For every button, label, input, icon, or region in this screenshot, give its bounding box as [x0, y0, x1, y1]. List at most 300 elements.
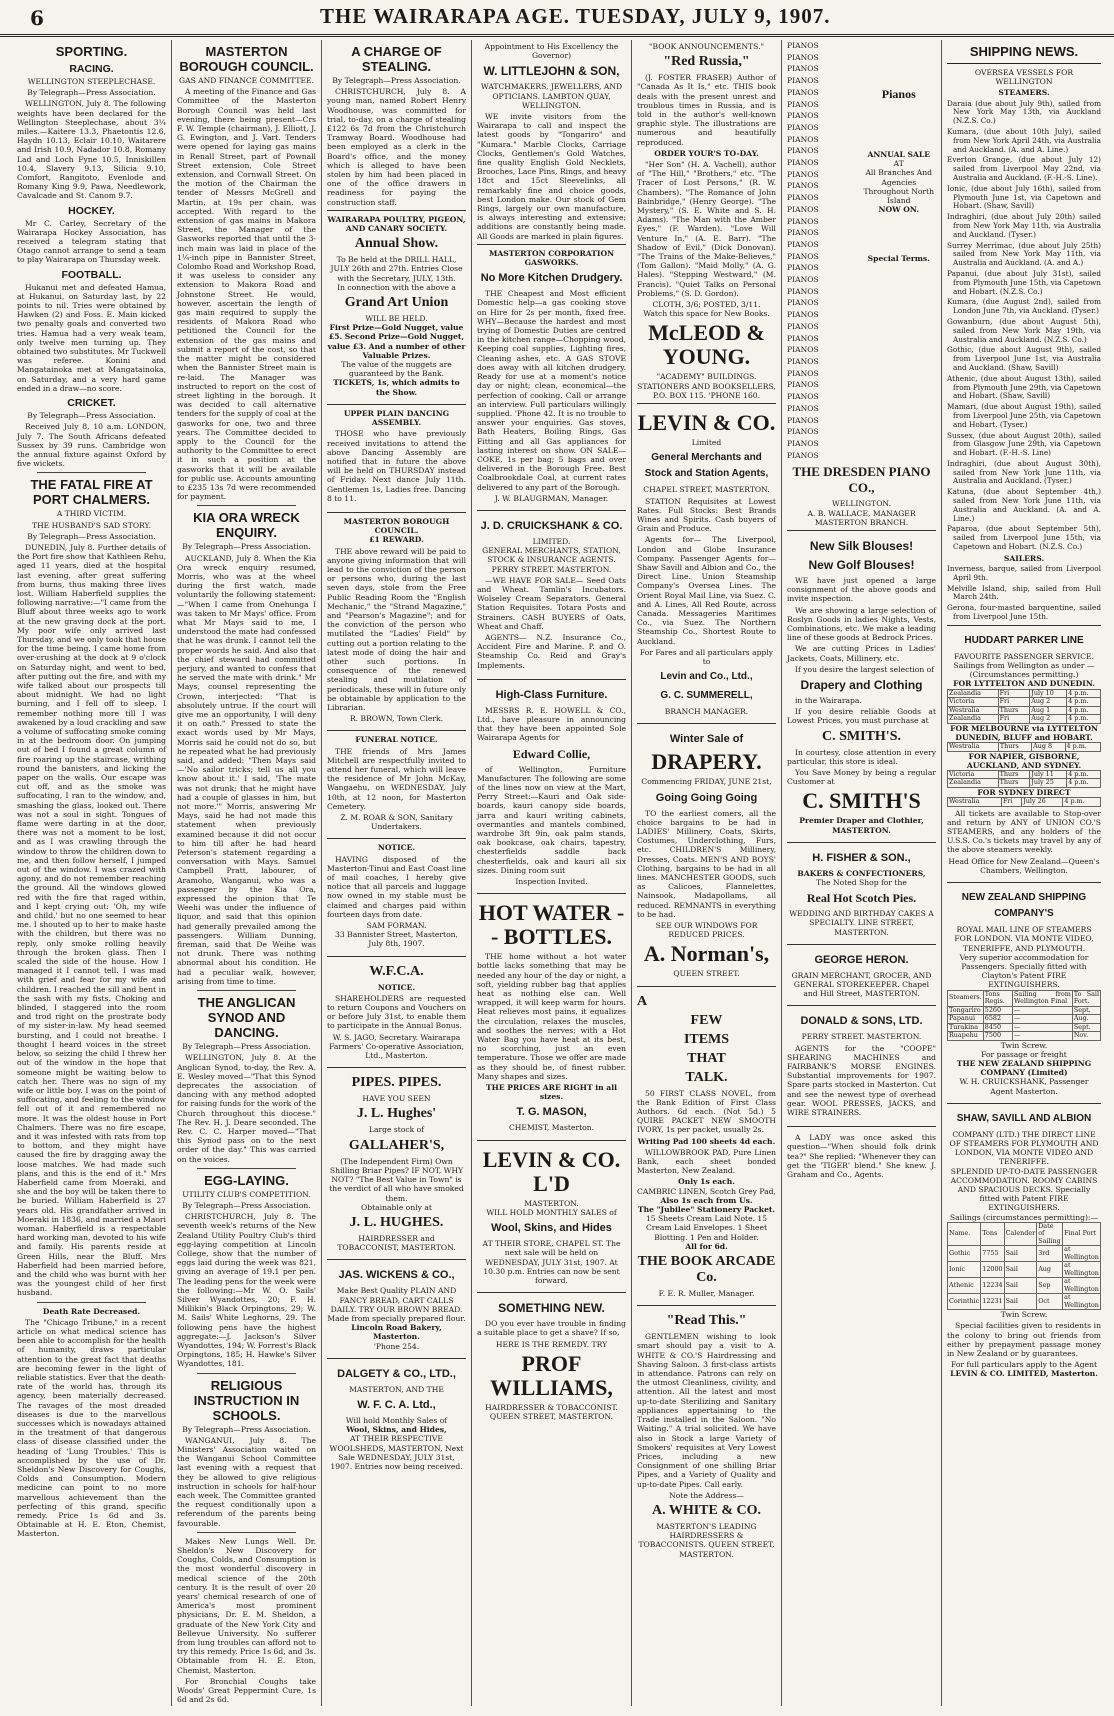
table-cell: Westralia [948, 706, 999, 715]
headline: MASTERTON BOROUGH COUNCIL. [179, 44, 314, 74]
ship-entry: Sussex, (due about August 20th), sailed from Glasgow June 29th, via Capetown and Hobart. (F.-H.-S. Line) [947, 430, 1101, 458]
ad-text: Only 1s each. [678, 1177, 735, 1187]
table-cell: Tons [981, 1222, 1004, 1246]
ad-title: DONALD & SONS, LTD. [800, 1015, 923, 1028]
ad-title: ITEMS [683, 1031, 730, 1047]
sailing-table [947, 689, 1101, 724]
ad-text: All tickets are available to Stop-over and return by ANY of UNION CO.'S STEAMERS, and any holders of the U.S.S. Co.'s tickets may travel by any of the above steamers weekly. [947, 808, 1101, 855]
pianos-line: PIANOS [787, 204, 819, 214]
byline: By Telegraph—Press Association. [27, 88, 156, 98]
masthead [0, 0, 1114, 37]
ad-text: CHEMIST, Masterton. [508, 1123, 595, 1133]
ad-title: THE DRESDEN PIANO CO., [792, 464, 931, 496]
column-7 [942, 40, 1106, 1706]
article-text: A meeting of the Finance and Gas Committee of the Masterton Borough Council was held last evening, there being present—Crs F. W. Temple (chairman), J. Elliott, J. G. Ewington, and J. Vart. Tenders were opened for laying gas mains in Renall Street, part of Pownall Street extension, Cole Street extension, and Cornwall Street. On the motion of the Chairman the tender of Messrs McGrell and Martin, at 19s per chain, was accepted. With regard to the extension of gas mains in Makora Street, the Manager of the Gasworks reported that until the 3-inch main was laid in place of the 1¼-inch pipe in Bannister Street, Colombo Road and Workshop Road, it was useless to consider any extension to Makora Road and Johnstone Street. He would, however, ascertain the length of gas main required to supply the residents of Makora Road who petitioned the Council for the extension of the gas mains and submit a report of the cost, so that the matter might be considered when the Bannister Street main is re-laid. The Manager was instructed to report on the cost of street lighting in the borough. It was decided to call alternative tenders for the supply of coal at the gasworks for one, two and three years. The Committee decided to apply to the Council for the authority to the Committee to erect it in such a position at the gasworks that it will be available for public use. Accounts amounting to £235 13s 7d were recommended for payment. [177, 87, 316, 502]
table-row [948, 1222, 1101, 1246]
ad-text: 15 Sheets Cream Laid Note. 15 Cream Laid Envelopes. 1 Sheet Blotting. 1 Pen and Holder. [645, 1214, 768, 1242]
advertisement [637, 403, 776, 720]
table-row [948, 743, 1101, 752]
ad-text: HAIRDRESSER & TOBACCONIST. QUEEN STREET, MASTERTON. [485, 1402, 618, 1421]
ad-title: W. LITTLEJOHN & SON, [483, 64, 620, 79]
ad-title: Pianos [881, 87, 916, 101]
ad-text: Large stock of [368, 1125, 425, 1135]
column-2 [172, 40, 322, 1706]
pianos-line: PIANOS [787, 438, 819, 448]
ad-text: If you desire reliable Goods at Lowest Prices, you must purchase at [787, 707, 936, 726]
ad-text: AT THEIR STORE, CHAPEL ST. The next sale will be held on WEDNESDAY, JULY 31st, 1907. At 10.30 p.m. Entries can now be sent forward. [482, 1239, 621, 1285]
article-text: The "Chicago Tribune," in a recent article on what medical science has been able to accomplish for the health of humanity, draws particular attention to the great fact that deaths are becoming fewer in the light of reliable statistics. Ever that the death-rate of the world has, through its agency, been materially decreased. The ravages of the most dreaded diseases is due to the marvellous successes which is nowadays attained in the treatment of that dangerous class of disease classified under the heading of 'Lung Troubles.' This is accomplished by the use of Dr. Sheldon's New Discovery for Coughs, Colds and Consumption. Modern medicine can point to no more marvellous achievement than the perfecting of this grand, specific remedy. Price 1s 6d and 3s. Obtainable at H. E. Eton, Chemist, Masterton. [17, 1317, 166, 1539]
pianos-line: PIANOS [787, 216, 819, 226]
pianos-line: PIANOS [787, 64, 819, 74]
article-text: CHRISTCHURCH, July 8. A young man, named Robert Henry Woodhouse, was committed for trial, to-day, on a charge of stealing £122 6s 7d from the Christchurch Tramway Board. Woodhouse had been employed as a clerk in the Board's office, and the money which is alleged to have been stolen by him had been placed in one of the office drawers in readiness for paying the construction staff. [327, 87, 466, 207]
advertisement [327, 838, 466, 952]
byline: By Telegraph—Press Association. [27, 531, 156, 541]
pianos-line: PIANOS [787, 193, 819, 203]
ad-text: NOW ON. [878, 205, 919, 215]
ad-text: "Her Son" (H. A. Vachell), author of "The Hill," "Brothers," etc. "The Tracer of Lost Persons," (R. W. Chambers). "The Romance of John Bainbridge," (Henry George). "The Mystery," (S. E. White and S. H. Adams). "The Man with the Amber Eyes," (F. Warden). "Love Will Venture In," (A. E. Barr). "The Shadow of Evil," (Dick Donovan). "The Trains of the Make-Believes," (Tom Gallon). "Maid Molly," (A. G. Hales). "Stepping Westward," (M. Francis). "Quiet Talks on Personal Problems," (S. D. Gordon). [637, 160, 776, 298]
table-cell: Tongariro [948, 1006, 984, 1015]
ad-title: General Merchants and Stock and Station Agents, [644, 452, 769, 480]
table-row [948, 1246, 1101, 1262]
ad-text: Will hold Monthly Sales of [345, 1415, 448, 1425]
ad-text: QUEEN STREET. [673, 969, 740, 979]
ad-text: In connection with the above a [337, 282, 456, 292]
route-heading: FOR SYDNEY DIRECT [977, 787, 1071, 797]
table-cell: 8450 [983, 1023, 1012, 1032]
ad-text: WELLINGTON. [831, 499, 891, 509]
nzsc-table [947, 990, 1101, 1041]
ad-text: 50 FIRST CLASS NOVEL, from the Bank Edition of First Class Authors. 6d each. (Not 5d.) 5 QUIRE PACKET NEW SMOOTH IVORY, 1s per packet, usually 2s. [637, 1088, 776, 1135]
ad-text: Twin Screw. [1000, 1040, 1048, 1050]
ad-text: We are cutting Prices in Ladies' Jackets, Coats, Millinery, etc. [787, 644, 936, 663]
pianos-line: PIANOS [787, 427, 819, 437]
ad-text: You Save Money by being a regular Customer at [787, 767, 936, 787]
pianos-line: PIANOS [787, 99, 819, 109]
subheading: SAILERS. [1003, 553, 1045, 563]
table-cell: Aug 2 [1030, 715, 1067, 724]
ad-text: THE Cheapest and Most efficient Domestic help—a gas cooking stove on Hire for 2s per month, fixed free. WHY—Because the hardest and most trying of Domestic Duties are centred in the kitchen range—Chopping wood, Keeping coal supplies, Lighting fires, Cleaning ashes, etc. A GAS STOVE does away with all kitchen drudgery. Ready for use at a moment's notice day or night; clean, economical—the perfection of cooking. Call or arrange an interview. Full particulars willingly supplied. 'Phone 42. It is no trouble to answer your enquiries. Gas stoves, Bath Heaters, Boiling Rings, Gas Fitting and all Gas appliances for lasting interest on show. ON SALE—COKE, 1s per bag; 5 bags and over delivered in the Borough Free. Best Coalbrookdale Coal, at current rates delivered to any part of the Borough. [477, 289, 626, 492]
advertisement [477, 1292, 626, 1425]
ad-title: Grand Art Union [344, 295, 449, 311]
ad-text: (J. FOSTER FRASER) Author of "Canada As It Is," etc. THIS book deals with the present unrest and troublous times in Russia, and is told in the author's well-known graphic style. The illustrations are numerous and beautifully reproduced. [637, 73, 776, 147]
ad-text: MASTERTON, AND THE [349, 1384, 444, 1394]
table-cell: 7500 [983, 1032, 1012, 1041]
ad-title: G. C. SUMMERELL, [660, 690, 753, 702]
article-text: Makes New Lungs Well. Dr. Sheldon's New Discovery for Coughs, Colds, and Consumption is the most wonderful discovery in medical science of the 20th century. It is the result of over 20 years' chemical research of one of America's most prominent physicians, Dr. E. M. Sheldon, a graduate of the New York City and Bellevue University. No sufferer from lung troubles can afford not to try this remedy. Price 1s 6d, and 3s. Obtainable from H. E. Eton, Chemist, Masterton. [177, 1536, 316, 1675]
divider [197, 990, 296, 991]
ad-text: AT THEIR RESPECTIVE WOOLSHEDS, MASTERTON, Next Sale WEDNESDAY, JULY 31st, 1907. Entries now being received. [329, 1434, 464, 1471]
ad-title: PIPES. PIPES. [351, 1075, 442, 1091]
ad-text: in the Wairarapa. [795, 695, 862, 705]
table-cell: 4 p.m. [1065, 743, 1101, 752]
ad-title: New Silk Blouses! [809, 538, 914, 553]
article-text: Mr C. Carley, Secretary of the Wairarapa Hockey Association, has received a telegram stating that Otago cannot arrange to send a team to play Wairarapa on Thursday week. [17, 218, 166, 265]
column-6 [782, 40, 942, 1706]
ad-text: THOSE who have previously received invitations to attend the above Dancing Assembly are notified that in future the above will be held on THURSDAY instead of Friday. Next dance July 11th. Gentlemen 1s, Ladies free. Dancing 8 to 11. [327, 429, 466, 503]
ad-text: Limited [691, 438, 722, 448]
ship-entry: Daraia (due about July 9th), sailed from New York May 13th, via Auckland (N.Z.S. Co.) [947, 98, 1101, 126]
divider [197, 1532, 296, 1533]
table-cell: Sail [1004, 1246, 1037, 1262]
ship-entry: Gowanburn, (due about August 5th), sailed from New York May 19th, via Australia and Auckland. (N.Z.S. Co.) [947, 316, 1101, 344]
advertisement [327, 730, 466, 835]
advertisement [787, 1126, 936, 1185]
ad-title: GEORGE HERON. [814, 953, 909, 966]
table-cell: Victoria [948, 698, 999, 707]
ad-text: HERE IS THE REMEDY. TRY [495, 1339, 608, 1349]
ship-entry: Ionic, (due about July 16th), sailed from Plymouth June 1st, via Capetown and Hobart. (Shaw, Savill) [947, 183, 1101, 211]
table-cell: Fri [1001, 798, 1021, 807]
ad-title: Going Going Going [655, 791, 758, 804]
table-cell: at Wellington [1064, 1261, 1099, 1277]
table-cell: Calender [1004, 1222, 1037, 1246]
pianos-line: PIANOS [787, 380, 819, 390]
pianos-list-left [787, 40, 862, 461]
ad-text: HAIRDRESSER and TOBACCONIST, MASTERTON. [337, 1233, 456, 1253]
pianos-line: PIANOS [787, 111, 819, 121]
ad-title: Annual Show. [354, 236, 439, 252]
subheading: UTILITY CLUB'S COMPETITION. [182, 1189, 311, 1199]
table-cell: at Wellington [1064, 1277, 1099, 1293]
ad-title: H. FISHER & SON., [812, 851, 911, 864]
ad-text: SHAREHOLDERS are requested to return Coupons and Vouchers on or before July 31st, to enable them to participate in the Annual Bonus. [327, 993, 466, 1031]
ad-text: SPLENDID UP-TO-DATE PASSENGER ACCOMMODATION. ROOMY CABINS AND SPACIOUS DECKS. Specially fitted with Patent FIRE EXTINGUISHERS. [950, 1166, 1098, 1213]
pianos-line: PIANOS [787, 87, 819, 97]
headline: A CHARGE OF STEALING. [351, 44, 442, 74]
subheading: A THIRD VICTIM. [56, 509, 127, 519]
article-text: CHRISTCHURCH, July 8. The seventh week's returns of the New Zealand Utility Poultry Club's third egg-laying competition at Lincoln College, show that the number of eggs laid during the week was 821, giving an average of 19.1 per pen. The leading pens for the week were the following:—Mr W. O. Sails' Silver Wyandottes, 20; F. H. Millikin's Black Orpingtons, 29; W. M. Sails' White Leghorns, 29. The following pens have the highest aggregate:—J. Jackson's Silver Wyandottes, 194; W. Forrest's Black Orpingtons, 185; H. Hawke's Silver Wyandottes, 181. [177, 1212, 316, 1369]
column-4 [472, 40, 632, 1706]
advertisement [327, 1358, 466, 1475]
ad-signature: SAM FORMAN. [366, 921, 427, 931]
ad-text: WE have just opened a large consignment of the above goods and invite inspection. [787, 575, 936, 604]
ad-title: McLEOD & YOUNG. [648, 320, 765, 370]
ad-text: BRANCH MANAGER. [664, 707, 749, 717]
ad-signature: R. BROWN, Town Clerk. [349, 714, 444, 724]
table-cell: Zealandia [948, 689, 999, 698]
newspaper-title: THE WAIRARAPA AGE. TUESDAY, JULY 9, 1907. [320, 4, 831, 28]
ad-heading: NOTICE. [377, 843, 416, 853]
ad-heading: £1 REWARD. [369, 535, 424, 545]
ad-text: PERRY STREET. MASTERTON. [491, 564, 612, 574]
ad-text: THE home without a hot water bottle lacks something that may be needed any hour of the day or night, a soft, yielding rubber bag that applies heat as nothing else can. Well wrapped, it will keep warm for hours. Heat relieves most pains, it equalizes the circulation, relaxes the muscles, and soothes the nerves; with a Hot Water Bag you have heat at its best, no scorching, just an even temperature. Those we offer are made as they should be, of finest rubber. Many shapes and sizes. [477, 952, 626, 1081]
shaw-table [947, 1222, 1101, 1311]
ad-heading: WAIRARAPA POULTRY, PIGEON, AND CANARY SOCIETY. [327, 214, 466, 234]
headline: KIA ORA WRECK ENQUIRY. [193, 510, 300, 541]
ad-signature: Z. M. ROAR & SON, Sanitary Undertakers. [340, 813, 453, 832]
ad-text: BAKERS & CONFECTIONERS, [797, 868, 926, 878]
ad-text: Agents for— The Liverpool, London and Globe Insurance Company. Passenger Agents for— Shaw Savill and Albion and Co., the Direct Line. Union Steamship Company's Oversea Lines. The Orient Royal Mail Line, via Suez. C. and A. Lines, All Red Route, across Canada. Messageries Maritimes Co., via Suez. The Northern Steamship Co., Shortest Route to Auckland. [637, 535, 776, 646]
ad-heading: FUNERAL NOTICE. [355, 735, 438, 745]
headline: RELIGIOUS INSTRUCTION IN SCHOOLS. [193, 1377, 300, 1423]
ad-heading: UPPER PLAIN DANCING ASSEMBLY. [343, 408, 450, 428]
ad-title: SOMETHING NEW. [498, 1301, 605, 1316]
table-cell: Aug. [1072, 1015, 1100, 1024]
divider [947, 63, 1101, 64]
pianos-line: PIANOS [787, 333, 819, 343]
table-cell: Westralia [948, 798, 1002, 807]
ad-heading: MASTERTON CORPORATION GASWORKS. [488, 248, 615, 268]
ship-entry: Katuna, (due about September 4th,) sailed from New York June 11th, via Australia and Auckland. (A. and A. Line.) [947, 487, 1101, 523]
ad-text: We are showing a large selection of Roslyn Goods in ladies Nights, Vests, Combinations, etc. We make a leading line of these goods at Bedrock Prices. [787, 605, 936, 643]
ad-title: Levin and Co., Ltd., [660, 671, 753, 683]
byline: By Telegraph—Press Association. [332, 76, 461, 85]
table-cell: Ruapehu [948, 1032, 984, 1041]
ad-text: If you desire the largest selection of [795, 664, 935, 674]
table-cell: Final Port [1063, 1222, 1101, 1246]
pianos-line: PIANOS [787, 122, 819, 132]
ad-title: W. F. C. A. Ltd., [357, 1398, 436, 1411]
table-cell: Athenic [948, 1278, 981, 1294]
pianos-line: PIANOS [787, 52, 819, 62]
pianos-line: PIANOS [787, 76, 819, 86]
ad-title: TALK. [685, 1069, 728, 1085]
advertisement [477, 679, 626, 890]
table-cell: 7755 [981, 1246, 1004, 1262]
ad-title: SHAW, SAVILL AND ALBION [956, 1112, 1092, 1124]
ad-title: "Red Russia," [663, 54, 750, 70]
ship-entry: Paparoa, (due about September 5th), sailed from Liverpool June 15th, via Capetown and Hobart. (N.Z.S. Co.) [947, 524, 1101, 552]
pianos-line: PIANOS [787, 403, 819, 413]
pianos-line: PIANOS [787, 450, 819, 460]
table-cell: — [1013, 1015, 1073, 1024]
ad-text: Very superior accommodation for Passengers. Specially fitted with Clayton's Patent FIRE EXTINGUISHERS. [959, 952, 1089, 990]
article-text: AUCKLAND, July 8. When the Kia Ora wreck enquiry resumed, Morris, who was at the wheel during the first watch, made voluntarily the following statement:—"When I came from Onehunga I was taken to Mr Mays' office. From what Mr Mays said to me, I understood the mate had confessed that he was drunk. I cannot tell the proper words he said. And also that the chief steward had committed perjury, and wanted to confess that he served the mate with drink." Mr Mays, counsel representing the Crown, interjected: "That is absolutely untrue. If the court will give me an opportunity, I will deny it on oath." Pressed to state the exact words used by Mr Mays, Morris said he could not do so, but he repeated what he had previously said, and added: "Then Mays said—'No sailor tricks; tell us all you know about it.' I said, 'The mate was not drunk; that he might have had a couple of glasses in him, but not more.'" Morris, answering Mr Mays, said he had not made this statement when previously examined because it did not occur to him till after he had heard Peterson's statement regarding a conversation with Mays. Samuel Campbell Pratt, labourer, of Aramoho, Wanganui, who was a passenger by the Kia Ora, expressed the opinion that Te Weehi was under the influence of liquor, and said that this opinion had generally prevailed among the passengers. William Dunning, fireman, said that De Weihe was not drunk. There was nothing abnormal about his condition. He had a peculiar walk, however, arising from time to time. [177, 553, 316, 986]
subheading: CRICKET. [67, 397, 116, 410]
ad-text: LIMITED. [532, 536, 571, 546]
ad-text: The Noted Shop for the [816, 877, 907, 887]
pianos-line: PIANOS [787, 228, 819, 238]
ad-text: MASTERTON'S LEADING HAIRDRESSERS & TOBACCONISTS. QUEEN STREET, MASTERTON. [638, 1521, 775, 1559]
ad-text: WILLOWBROOK PAD, Pure Linen Bank, each sheet bonded Masterton, New Zealand. [637, 1147, 776, 1176]
article-text: Hukanui met and defeated Hamua, at Hukanui, on Saturday last, by 22 points to nil. Tries were obtained by Hawken (2) and Foss. E. Main kicked two penalty goals and converted two tries. Hamua had a very weak team, only twelve men turning up. They obtained two substitutes. Mr Tuckwell was referee. Konini and Mangatainoka met at Mangatainoka, on Saturday, and a very hard game ended in a draw—no score. [17, 282, 166, 393]
ad-title: FEW [690, 1012, 723, 1028]
ad-text: Twin Screw. [1000, 1310, 1048, 1320]
advertisement [327, 404, 466, 509]
ad-text: For Fares and all particulars apply to [639, 647, 774, 666]
ad-text: COMPANY (LTD.) THE DIRECT LINE OF STEAMERS FOR PLYMOUTH AND LONDON, VIA MONTE VIDEO AND TENERIFFE. [949, 1129, 1099, 1167]
table-cell: 4 p.m. [1067, 689, 1101, 698]
advertisement [947, 882, 1101, 1100]
table-cell: Nov. [1072, 1032, 1100, 1041]
table-cell: — [1013, 1032, 1073, 1041]
table-cell: 5260 [983, 1006, 1012, 1015]
route-heading: FOR MELBOURNE via LYTTELTON DUNEDIN, BLUFF and HOBART. [950, 723, 1098, 742]
column-3 [322, 40, 472, 1706]
ad-title: DALGETY & CO., LTD., [337, 1367, 456, 1380]
table-cell: Fri [998, 715, 1030, 724]
divider [197, 505, 296, 506]
ship-entry: Kumara, (due August 2nd), sailed from London June 7th, via Auckland. (Tyser.) [947, 297, 1101, 316]
advertisement [787, 842, 936, 941]
ad-text: W. H. CRUICKSHANK, Passenger Agent Masterton. [959, 1077, 1089, 1096]
ad-text: All Branches And Agencies Throughout North Island [863, 168, 935, 206]
table-row [948, 990, 1101, 1006]
ad-text: The value of the nuggets are guaranteed by the Bank. [341, 360, 452, 379]
ad-title: A. Norman's, [643, 941, 770, 967]
ad-text: ORDER YOUR'S TO-DAY. [654, 148, 759, 158]
table-row [948, 798, 1101, 807]
table-cell: Sep [1037, 1278, 1063, 1294]
subheading: HOCKEY. [68, 204, 115, 217]
table-cell: Sailing from Wellington Final [1014, 989, 1071, 1006]
ad-text: of Wellington, Furniture Manufacturer. The following are some of the lines now on view at the Mart, Perry Street:—Kauri and Oak side-boards, kauri canopy side boards, jarra and kauri writing cabinets, overmantles and mantels combined, wardrobe 3ft 9in, oak palm stands, oak bookcase, oak chairs, tapestry, chesterfields saddle back chesterfields, oak and kauri all six sizes. Dining room suit [477, 764, 626, 875]
table-cell: Sept. [1072, 1006, 1100, 1015]
table-cell: 12000 [981, 1262, 1004, 1278]
ship-entry: Athenic, (due about August 13th), sailed from Plymouth June 29th, via Capetown and Hobart. (Shaw, Savill) [947, 373, 1101, 401]
ad-text: 'Phone 254. [373, 1341, 420, 1351]
sailing-table [947, 797, 1101, 807]
ad-text: First Prize—Gold Nugget, value £5. Second Prize—Gold Nugget, value £3. And a number of other Valuable Prizes. [327, 323, 466, 360]
ad-text: GENERAL MERCHANTS, STATION, STOCK & INSURANCE AGENTS. [482, 546, 621, 565]
table-cell: Sail [1004, 1278, 1037, 1294]
pianos-line: PIANOS [787, 169, 819, 179]
ad-text: AGENTS for the "COOPE" SHEARING MACHINES and FAIRBANK'S MORSE ENGINES. Substantial improvements for 1907. Spare parts stocked in Masterton. Cut and see the newest type of overhead gear. WOOL PRESSES, JACKS, and WIRE STRAINERS. [787, 1043, 936, 1118]
ad-text: Obtainable only at [361, 1202, 432, 1212]
pianos-center [862, 40, 937, 461]
pianos-line: PIANOS [787, 275, 819, 285]
advertisement [947, 625, 1101, 879]
ad-title: THE BOOK ARCADE Co. [637, 1254, 776, 1286]
table-row [948, 1032, 1101, 1041]
ad-text: ANNUAL SALE [867, 150, 931, 159]
ad-text: SEE OUR WINDOWS FOR REDUCED PRICES. [655, 921, 758, 940]
route-heading: FOR LYTTELTON AND DUNEDIN. [953, 679, 1095, 689]
subheading: WELLINGTON STEEPLECHASE. [27, 77, 156, 86]
page-number: 6 [30, 6, 44, 30]
ad-heading: MASTERTON BOROUGH COUNCIL. [343, 516, 450, 536]
ad-text: THE above reward will be paid to anyone giving information that will lead to the conviction of the person or persons who, during the last seven days, stole from the Free Public Reading Room the "English Mechanic," the "Strand Magazine," and "Pearson's Magazine"; and for the conviction of the person who mutilated the "Ladies' Field" by cutting out a portion relating to the latest mode of doing the hair and other such portions. In consequence of the renewed stealing and mutilation of periodicals, these will in future only be obtainable by application to the Librarian. [327, 546, 466, 712]
table-cell: Oct [1037, 1294, 1063, 1310]
sailing-table [947, 770, 1101, 788]
ship-entry: Gerona, four-masted barquentine, sailed from Liverpool June 15th. [947, 603, 1101, 622]
table-cell: Turakina [948, 1023, 984, 1032]
advertisement [327, 210, 466, 401]
table-cell: Aug [1037, 1262, 1063, 1278]
advertisement [477, 893, 626, 1136]
ad-title: Edward Collie, [512, 746, 591, 761]
ad-text: DO you ever have trouble in finding a suitable place to get a shave? If so, [477, 1319, 626, 1338]
ad-title: T. G. MASON, [516, 1106, 587, 1119]
ad-text: THE NEW ZEALAND SHIPPING COMPANY (Limited) [956, 1058, 1092, 1078]
advertisement [477, 1140, 626, 1289]
headline: THE FATAL FIRE AT PORT CHALMERS. [30, 477, 153, 508]
ship-entry: Melville Island, ship, sailed from Hull March 24th. [947, 583, 1101, 602]
ad-title: J. L. HUGHES. [349, 1214, 444, 1230]
advertisement [327, 1067, 466, 1256]
pianos-line: PIANOS [787, 251, 819, 261]
table-cell: Thurs [998, 706, 1030, 715]
pianos-line: PIANOS [787, 263, 819, 273]
subheading: FOOTBALL. [61, 268, 122, 281]
subheading: THE HUSBAND'S SAD STORY. [32, 520, 151, 530]
ad-text: AT [893, 159, 904, 169]
ad-text: WATCHMAKERS, JEWELLERS, AND OPTICIANS. LAMBTON QUAY, WELLINGTON. [480, 82, 623, 110]
ship-entry: Papanui, (due about July 31st), sailed from Plymouth June 15th, via Capetown and Hobart. (N.Z.S. Co.) [947, 268, 1101, 296]
pianos-line: PIANOS [787, 146, 819, 156]
advertisement [477, 244, 626, 507]
ad-text: F. E. R. Muller, Manager. [658, 1289, 755, 1299]
table-cell: Aug 8 [1032, 743, 1065, 752]
pianos-line: PIANOS [787, 356, 819, 366]
headline: THE ANGLICAN SYNOD AND DANCING. [197, 995, 296, 1041]
ad-title: HOT WATER - - BOTTLES. [478, 900, 625, 950]
table-cell: Papanui [948, 1015, 984, 1024]
ad-text: A. B. WALLACE, MANAGER MASTERTON BRANCH. [807, 508, 916, 527]
advertisement [787, 944, 936, 1003]
ad-text: Appointment to His Excellency the Governor) [484, 42, 619, 61]
table-cell: Thurs [998, 770, 1030, 779]
ad-text: In courtesy, close attention in every particular, this store is ideal. [787, 747, 936, 766]
ad-text: PERRY STREET. MASTERTON. [801, 1032, 922, 1042]
table-cell: 4 p.m. [1067, 706, 1101, 715]
ad-text: WILL BE HELD. [365, 314, 428, 324]
table-cell: 4 p.m. [1067, 770, 1101, 779]
article-text: DUNEDIN, July 8. Further details of the Port fire show that Kathleen Rehu, aged 11 years, died at the hospital last evening, after great suffering from burns, thus making three lives lost. William Haberfield supplies the following narrative:—"I came from the Bluff about three weeks ago to work at the new graving dock at the port. My poor wife only arrived last Thursday, and we only took that house for the time being. I came home from over-crushing at the dock at 9 o'clock on Saturday night, and went to bed, after putting out the fire, and with my wife talked about our prospects till about midnight. We had no light burning, and I fell off to sleep. I remember nothing more till I was awakened by a loud crackling and saw a volume of suffocating smoke coming in at the bedroom door. On jumping out of bed I found a great column of fire roaring up the staircase, writhing round the banisters, and licking the paper on the walls. Our escape was cut off, and as the smoke was suffocating, I ran to the window, and, smashing the glass, looked out. There was not a soul in sight. Tongues of flame were darting in at the door, there was not a moment to be lost, and as I was crawling through the window to throw the children down to me, and then follow herself, I jumped out of the window. I was crazed with agony, and do not remember reaching the ground. All the windows glowed red with the fire that raged within, and I kept crying out: 'Oh, my wife and child,' but no one seemed to hear me. I shouted up to her to make haste with the children, but there was no reply, only smoke rolling heavily through the broken glass. Then I scaled the side of the house. How I managed it I cannot tell. I was mad with grief and fear for my wife and children. I reached the sill and bent in the sash with my fists. Choking and blinded, I staggered into the room and trod right on the prostrate body of my sister-in-law. My head seemed bursting, and I could not breathe. I thought I heard voices in the street below, so seizing the child I threw her out of the window in the hope that someone might be waiting below to catch her. There was no sign of my wife or little boy. I was on the point of suffocating, and feeling to the window fell out of it and remembered no more. It was the oldest house in Port Chalmers. There was no fire escape, and it was infested with rats from top to bottom, and they might have caused the fire by dragging away the loose matches. We had made such plans, and this is the end of it." Mrs Haberfield came from Moeraki, and she and the boy will be taken there to be buried. William Haberfield is 27 years old. His grandfather arrived in Moeraki in 1836, and married a Maori woman. Haberfield is a respectable hard working man, devoted to his wife and family. His parents reside at Green Hills, near the Bluff. Mrs Haberfield had been married before, and the child who was burnt with her was the youngest child of her first husband. [17, 542, 166, 1298]
table-cell: Fri [998, 698, 1030, 707]
table-cell: Zealandia [948, 779, 999, 788]
advertisement [787, 1005, 936, 1123]
ad-text: AGENTS— N.Z. Insurance Co., Accident Fire and Marine. P. and O. Steamship Co. Reid and Gray's Implements. [477, 632, 626, 670]
pianos-line: PIANOS [787, 321, 819, 331]
table-row [948, 1262, 1101, 1278]
divider [197, 1168, 296, 1169]
pianos-line: PIANOS [787, 134, 819, 144]
table-cell: 6582 [983, 1015, 1012, 1024]
ad-text: CAMBRIC LINEN, Scotch Grey Pad, [637, 1186, 776, 1196]
table-row [948, 1015, 1101, 1024]
ad-title: GALLAHER'S, [348, 1137, 445, 1153]
table-cell: Aug 2 [1030, 698, 1067, 707]
table-cell: July 10 [1030, 689, 1067, 698]
table-cell: 3rd [1037, 1246, 1063, 1262]
ad-text: HAVING disposed of the Masterton-Tinui and East Coast line of mail coaches, I hereby give notice that all parcels and luggage now owned in my stable must be claimed and charges paid within fourteen days from date. [327, 854, 466, 919]
table-cell: 4 p.m. [1067, 779, 1101, 788]
ad-text: WE invite visitors from the Wairarapa to call and inspect the latest goods by "Tongariro" and "Kumara." Marble Clocks, Carriage Clocks, Gentlemen's Gold Watches, fine quality English Gold Necklets, Brooches, Lace Pins, Rings, and heavy 18ct and 15ct Sleevelinks, all remarkably fine and choice goods, best London make. Our stock of Gem Rings, largely our own manufacture, is always interesting and extensive; additions are constantly being made. All Goods are marked in plain figures. [477, 112, 626, 241]
ad-text: LEVIN & CO. LIMITED, Masterton. [950, 1369, 1098, 1379]
ad-title: HUDDART PARKER LINE [964, 634, 1084, 646]
ad-heading: NOTICE. [377, 982, 416, 992]
ship-entry: Kumara, (due about 10th July), sailed from New York April 24th, via Australia and Auckland. (A. and A. Line.) [947, 127, 1101, 154]
ad-title: New Golf Blouses! [808, 557, 915, 572]
advertisement [637, 986, 776, 1303]
ad-text: Premier Draper and Clothier, MASTERTON. [799, 816, 924, 835]
table-cell: at Wellington [1064, 1245, 1099, 1261]
ad-signature: W. S. JAGO, Secretary. Wairarapa Farmers' Co-operative Association, Ltd., Masterton. [329, 1032, 464, 1061]
table-cell: Fri [998, 689, 1030, 698]
sailing-table [947, 742, 1101, 752]
ad-title: High-Class Furniture. [495, 688, 608, 701]
ad-title: J. D. CRUICKSHANK & CO. [480, 519, 623, 532]
article-text: WELLINGTON, July 8. At the Anglican Synod, to-day, the Rev. A. E. Wesley moved—"That this Synod deprecates the association of dancing with any method adopted for raising funds for the work of the Church throughout this diocese." The Rev. H. J. Deare seconded. The Rev. C. C. Harper moved—"That this Synod pass on to the next order of the day." This was carried on the voices. [177, 1053, 316, 1164]
section-heading: SHIPPING NEWS. [969, 44, 1079, 59]
ad-text: THE PRICES ARE RIGHT in all sizes. [486, 1083, 617, 1102]
table-cell: Date of Sailing [1038, 1221, 1061, 1245]
ad-text: Watch this space for New Books. [643, 309, 770, 319]
table-cell: Tons Regis. [983, 990, 1012, 1006]
subheading: RACING. [69, 63, 114, 75]
ad-title: A. WHITE & CO. [651, 1502, 762, 1518]
ad-text: Also 1s each from Us. [660, 1195, 753, 1205]
table-row [948, 779, 1101, 788]
table-row [948, 715, 1101, 724]
table-cell: 4 p.m. [1067, 698, 1101, 707]
advertisement [947, 1103, 1101, 1383]
ad-text: FAVOURITE PASSENGER SERVICE. Sailings from Wellington as under — (Circumstances permitting.) [953, 651, 1095, 680]
ad-text: TICKETS, 1s, which admits to the Show. [333, 378, 460, 397]
ad-title: J. L. Hughes' [356, 1106, 437, 1122]
pianos-line: PIANOS [787, 392, 819, 402]
